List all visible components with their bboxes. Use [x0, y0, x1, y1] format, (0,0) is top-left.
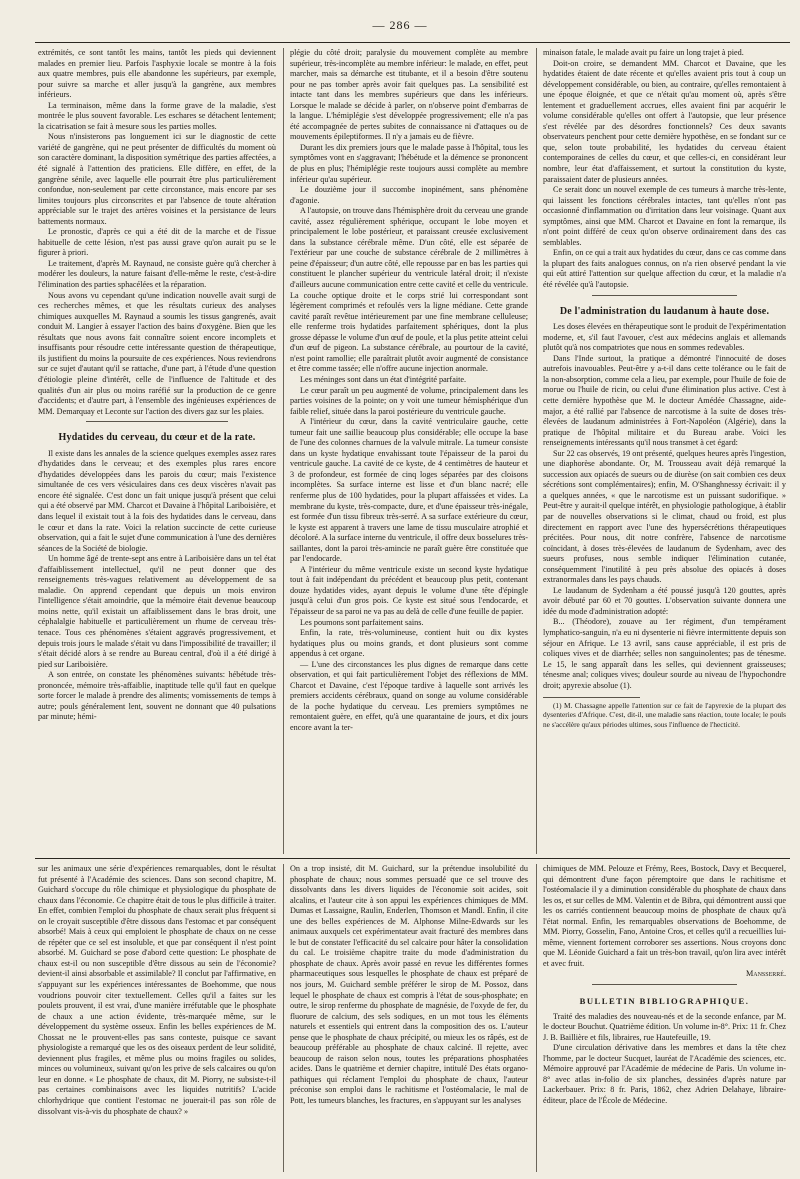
paragraph: A l'intérieur du même ventricule existe un second kyste hydatique tout à fait indépendant du précédent et beaucoup plus petit, contenant douze hydatides vides, ayant depuis le volume d'une tête d'épingle jusqu'à celui d'un gros pois. Ce kyste est situé sous l'endocarde, et l'épaisseur de sa paroi ne va pas au delà de celle d'une feuille de papier. — [290, 564, 528, 616]
paragraph: Nous avons vu cependant qu'une indication nouvelle avait surgi de ces recherches mêmes, et que les résultats curieux des analyses chimiques auxquelles M. Raynaud a soumis les tissus gangrenés, avait conduit M. Langier à essayer l'action des bains d'oxygène. Bien que les résultats que nous avons fait connaître soient encore incomplets et insuffisants pour résoudre cette intéressante question de thérapeutique, ils justifient du moins la poursuite de ces expériences. Nous reviendrons sur ce sujet d'autant qu'il se rattache, d'une part, à l'étude d'une question d'étiologie pleine d'intérêt, celle de l'influence de l'altitude et des qualités d'un air plus ou moins raréfié sur la production de ce genre d'accidents; et d'autre part, à l'ensemble des ingénieuses expériences de MM. Demarquay et Leconte sur l'action des divers gaz sur les plaies. — [38, 290, 276, 416]
paragraph: Il existe dans les annales de la science quelques exemples assez rares d'hydatides dans le cerveau; et des exemples plus rares encore d'hydatides développées dans les parois du cœur; mais l'existence simultanée de ces vers vésiculaires dans ces deux viscères n'avait pas encore été signalée. C'est donc un fait unique jusqu'à présent que celui qui a été observé par MM. Charcot et Davaine à l'hôpital Lariboisière, et dans lequel il existait tout à la fois des hydatides dans le cerveau, dans le cœur et dans la rate. Voici la relation succincte de cette curieuse observation, qui a fait le sujet d'une communication à l'une des dernières séances de la Société de biologie. — [38, 448, 276, 553]
paragraph: Le traitement, d'après M. Raynaud, ne consiste guère qu'à chercher à modérer les douleurs, la nature faisant d'elle-même le reste, c'est-à-dire l'élimination des parties sphacélées et la réparation. — [38, 258, 276, 290]
bibliography-entry: Traité des maladies des nouveau-nés et de la seconde enfance, par M. le docteur Bouchut. Quatrième édition. Un volume in-8°. Prix: 11 fr. Chez J. B. Baillière et fils, libraires, rue Hautefeuille, 19. — [543, 1011, 786, 1042]
paragraph: minaison fatale, le malade avait pu faire un long trajet à pied. — [543, 48, 744, 57]
bibliography-entry: D'une circulation dérivative dans les membres et dans la tête chez l'homme, par le docteur Sucquet, lauréat de l'Académie des sciences, etc. Mémoire approuvé par l'Académie de médecine de Paris. Un volume in-8° avec atlas in-folio de six planches, dessinées d'après nature par Lackerbauer. Prix: 8 fr. Paris, 1862, chez Adrien Delahaye, libraire-éditeur, place de l'École de Médecine. — [543, 1043, 786, 1105]
paragraph: A l'intérieur du cœur, dans la cavité ventriculaire gauche, cette tumeur fait une saillie beaucoup plus considérable; elle occupe la base de l'une des colonnes charnues de la valvule mitrale. La tumeur consiste dans un kyste hydatique envahissant toute l'épaisseur de la paroi du ventricule gauche. La cavité de ce kyste, de 4 centimètres de hauteur et 3 de profondeur, est formée de cinq loges séparées par des cloisons incomplètes. Sa surface interne est lisse et d'un blanc nacré; elle renferme plus de 100 hydatides, pour la plupart affaissées et vides. La membrane du kyste, très-compacte, dure, et d'une épaisseur très-inégale, est formée d'un tissu fibreux très-serré. A sa surface extérieure du cœur, le kyste est apparent à travers une lame de tissu musculaire atrophié et décoloré. A la surface interne du ventricule, il offre deux bosselures très-saillantes, dont la paroi très-amincie ne paraît guère être constituée que par l'endocarde. — [290, 417, 528, 564]
paragraph: Le cœur paraît un peu augmenté de volume, principalement dans les parties voisines de la pointe; on y voit une tumeur hémisphérique d'un faible relief, située dans la paroi postérieure du ventricule gauche. — [290, 385, 528, 416]
paragraph: — L'une des circonstances les plus dignes de remarque dans cette observation, et qui fait particulièrement l'objet des réflexions de MM. Charcot et Davaine, c'est l'époque tardive à laquelle sont arrivés les premiers accidents cérébraux, quand on songe au volume considérable de la poche hydatique du cerveau. Les premiers symptômes ne remontaient guère, en effet, qu'à une quarantaine de jours, et dix jours encore avant la ter- — [290, 659, 528, 732]
paragraph: Le douzième jour il succombe inopinément, sans phénomène d'agonie. — [290, 185, 528, 205]
bulletin-title: BULLETIN BIBLIOGRAPHIQUE. — [579, 996, 750, 1007]
paragraph: chimiques de MM. Pelouze et Frémy, Rees, Bostock, Davy et Becquerel, qui démontrent d'une façon péremptoire que dans le rachitisme et l'ostéomalacie il y a diminution considérable du phosphate de chaux dans les os, et sur celles de MM. Valentin et de Bibra, qui démontrent aussi que les os carriés contiennent beaucoup moins de phosphate de chaux qu'à l'état normal. Enfin, les remarquables observations de Boehomme, de MM. Piorry, Gosselin, Fano, Antoine Cros, et celles qu'il a recueillies lui-même, viennent fortement corroborer ses assertions. Nous croyons donc que M. Léonide Guichard a fait un très-bon travail, qu'on lira avec intérêt et avec fruit. — [543, 864, 786, 968]
paragraph: A l'autopsie, on trouve dans l'hémisphère droit du cerveau une grande cavité, assez régulièrement sphérique, occupant le lobe moyen et principalement le lobe postérieur, et paraissant creusée exclusivement dans la substance cérébrale même. D'un côté, elle est séparée de l'extérieur par une couche de substance cérébrale de 2 millimètres à peine d'épaisseur; d'un autre côté, elle repousse par en bas les parties qui constituent le plancher supérieur du ventricule latéral droit; il n'existe d'ailleurs aucune communication entre cette cavité et celle du ventricule. La couche optique droite et le corps strié lui correspondant sont légèrement comprimés et refoulés vers la ligne médiane. Cette grande cavité paraît revêtue intérieurement par une fine membrane celluleuse; elle renferme trois hydatides parfaitement sphériques, dont la plus grosse dépasse le volume d'un œuf de poule, et la plus petite atteint celui d'un œuf de pigeon. La substance cérébrale, au pourtour de la cavité, n'est point ramollie; elle paraîtrait plutôt avoir augmenté de consistance et être comme tassée; elle n'offre aucune injection anormale. — [290, 206, 528, 374]
paragraph: Ce serait donc un nouvel exemple de ces tumeurs à marche très-lente, qui laissent les fonctions cérébrales intactes, tant qu'elles n'ont pas occasionné d'inflammation ou d'irritation dans leur voisinage. Quant aux symptômes, ainsi que MM. Charcot et Davaine en font la remarque, ils n'ont point différé de ceux qu'on observe ordinairement dans des cas semblables. — [543, 185, 786, 247]
paragraph: Un homme âgé de trente-sept ans entre à Lariboisière dans un tel état d'affaiblissement intellectuel, qu'il ne peut donner que des renseignements très-vagues relativement au développement de sa maladie. On apprend cependant que depuis un mois environ l'intelligence s'était amoindrie, que la mémoire était devenue beaucoup moins nette, qu'il existait un affaiblissement dans le bras droit, une céphalalgie habituelle et particulièrement un rhume de cerveau très-tenace. Tous ces phénomènes s'étaient aggravés progressivement, et depuis trois jours le malade s'était vu dans l'impossibilité de travailler; il s'était décidé alors à se rendre au Bureau central, d'où il a été dirigé à pied sur Lariboisière. — [38, 554, 276, 669]
paragraph: Sur 22 cas observés, 19 ont présenté, quelques heures après l'ingestion, une diaphorèse abondante. Or, M. Trousseau avait déjà remarqué la succession aux opiacés de sueurs ou de diurèse (on sait combien ces deux sécrétions sont complémentaires); enfin, M. O'Shanghnessy écrivait: il y a quelques années, « que le narcotisme est un puissant sudorifique. » Peut-être y aurait-il quelque intérêt, en physiologie pathologique, à établir par de nouvelles observations si le climat, chaud ou froid, est plus directement en rapport avec l'une des hypersécrétions thérapeutiques précitées. Pour nous, dit notre confrère, l'absence de narcotisme coïncidant, à doses très-élevées de laudanum de Sydenham, avec des sueurs profuses, nous semble indiquer l'élimination cutanée, conséquemment l'inutilité à peu près absolue des opiacés à doses extranormales dans les pays chauds. — [543, 448, 786, 585]
paragraph: B... (Théodore), zouave au 1er régiment, d'un tempérament lymphatico-sanguin, n'a eu ni dysenterie ni fièvre intermittente depuis son séjour en Afrique. Le 13 avril, sans cause appréciable, il est pris de coliques vives et de diarrhée; selles non sanguinolentes; pas de ténesme. Le 15, le sang apparaît dans les selles, qui deviennent graisseuses; ténesme anal; coliques vives; douleur sourde au niveau de l'hypochondre droit; apyrexie absolue (1). — [543, 617, 786, 690]
section-divider — [592, 984, 738, 990]
paragraph: Nous n'insisterons pas longuement ici sur le diagnostic de cette variété de gangrène, qui ne peut présenter de difficultés du moment où son caractère dominant, la disposition symétrique des parties affectées, a été signalé à l'attention des praticiens. Elle diffère, en effet, de la gangrène sénile, avec laquelle elle pourrait être plus particulièrement confondue, non-seulement par cette circonstance, mais encore par ses limites toujours plus circonscrites et par l'absence de toute altération appréciable sur le trajet des artères voisines et la persistance de leurs battements normaux. — [38, 132, 276, 226]
section-rule — [35, 858, 790, 859]
paragraph: On a trop insisté, dit M. Guichard, sur la prétendue insolubilité du phosphate de chaux; nous sommes persuadé que ce sel trouve des dissolvants dans les divers liquides de l'économie soit acides, soit alcalins, et l'auteur cite à son appui les expériences chimiques de MM. Dumas et Lassaigne, Raulin, Enderlen, Thomson et Mandl. Enfin, il cite une des belles expériences de M. Alphonse Milne-Edwards sur les animaux auxquels cet expérimentateur avait fracturé des membres dans le but de constater l'efficacité du sel calcaire pour hâter la consolidation du cal. Le troisième chapitre traite du mode d'administration du phosphate de chaux. Après avoir passé en revue les différentes formes pharmaceutiques sous lesquelles le phosphate de chaux est préparé de nos jours, M. Guichard semble préférer le sirop de M. Possoz, dans lequel le phosphate de chaux est compris à l'état de sous-phosphate; en outre, le sirop renferme du phosphate de magnésie, de l'oxyde de fer, du fluorure de calcium, des sels sodiques, en un mot tous les éléments naturels et essentiels qui entrent dans la composition des os. L'auteur pense que le phosphate de chaux précipité, ou mieux les os râpés, est de beaucoup préférable au phosphate de chaux calciné. Il rejette, avec beaucoup de raison selon nous, toutes les préparations phosphatées acides. Dans le quatrième et dernier chapitre, intitulé Des états organo-pathiques qui réclament l'emploi du phosphate de chaux, l'auteur préconise son emploi dans le rachitisme et l'ostéomalacie, le mal de Pott, les tumeurs blanches, les fractures, en s'appuyant sur les analyses — [290, 864, 528, 1106]
column-2 — [290, 48, 528, 853]
paragraph: plégie du côté droit; paralysie du mouvement complète au membre supérieur, très-incomplète au membre inférieur: le malade, en effet, peut marcher, mais sa démarche est titubante, et il a besoin d'être soutenu pour ne pas tomber après avoir fait quelques pas. La sensibilité est intacte tant dans les membres supérieurs que dans les inférieurs. Lorsque le malade se décide à parler, on n'observe point d'embarras de la langue. L'hémiplégie s'est développée progressivement; elle n'a pas été accompagnée de pertes subites de connaissance ni d'attaques ou de mouvements épileptiformes. Il n'y a jamais eu de fièvre. — [290, 48, 528, 142]
column-1 — [38, 48, 276, 853]
paragraph: Les poumons sont parfaitement sains. — [300, 617, 424, 627]
bottom-column-2 — [290, 864, 528, 1174]
page-number: — 286 — — [372, 18, 428, 32]
paragraph: Enfin, la rate, très-volumineuse, contient huit ou dix kystes hydatiques plus ou moins grands, et dont plusieurs sont comme appendus à cet organe. — [290, 628, 528, 659]
paragraph: Les doses élevées en thérapeutique sont le produit de l'expérimentation moderne, et, s'il faut l'avouer, c'est aux médecins anglais et allemands plutôt qu'à nos compatriotes que nous en sommes redevables. — [543, 322, 786, 353]
column-separator — [536, 48, 537, 854]
footnote: (1) M. Chassagne appelle l'attention sur ce fait de l'apyrexie de la plupart des dysenteries d'Afrique. C'est, dit-il, une maladie sans réaction, toute locale; le pouls ne s'accélère qu'aux périodes ultimes, sous l'influence de l'hecticité. — [543, 701, 786, 729]
header-rule — [35, 42, 790, 43]
paragraph: La terminaison, même dans la forme grave de la maladie, s'est montrée le plus souvent favorable. Les eschares se détachent lentement; la cicatrisation se fait à mesure sous les parties molles. — [38, 100, 276, 131]
paragraph: Le laudanum de Sydenham a été poussé jusqu'à 120 gouttes, après avoir débuté par 60 et 70 gouttes. L'observation suivante donnera une idée du mode d'administration adopté: — [543, 585, 786, 616]
paragraph: sur les animaux une série d'expériences remarquables, dont le résultat fut présenté à l'Académie des sciences. Dans son second chapitre, M. Guichard s'occupe du rôle chimique et physiologique du phosphate de chaux dans l'économie. Ce chapitre était de tous le plus difficile à traiter. En effet, combien l'emploi du phosphate de chaux serait plus fréquent si on le croyait susceptible d'être dissous dans l'estomac et par conséquent absorbé! Mais à ceux qui emploient le phosphate de chaux on ne cesse de répéter que ce sel est insoluble, et que par conséquent il n'est point absorbé. M. Guichard se pose d'abord cette question: Le phosphate de chaux est-il ou non susceptible d'être dissous au sein de l'économie? devient-il ainsi absorbable et assimilable? Il conclut par l'affirmative, en s'appuyant sur les expériences intéressantes de Boehomme, que nous voudrions pouvoir citer textuellement. Celles qu'il a faites sur les poulets prouvent, il est vrai, d'une manière irréfutable que le phosphate de chaux a une action évidente, très-marquée même, sur le développement du système osseux. Enfin les belles expériences de M. Chossat ne le prouvent-elles pas sans conteste, puisque ce savant physiologiste a remarqué que les os des oiseaux perdent de leur solidité, deviennent plus fragiles, et même plus ou moins fragiles ou solides, minces ou volumineux, suivant qu'on les prive de sels calcaires ou qu'on leur en donne. « Le phosphate de chaux, dit M. Piorry, ne subsiste-t-il pas certaines combinaisons avec les liquides nutritifs? L'acide chlorhydrique que contient l'estomac ne jouerait-il pas son rôle de dissolvant vis-à-vis du phosphate de chaux? » — [38, 864, 276, 1116]
column-separator — [283, 48, 284, 854]
paragraph: extrémités, ce sont tantôt les mains, tantôt les pieds qui deviennent malades en premier lieu. Parfois l'asphyxie locale se montre à la fois aux quatre membres, puis elle abandonne les supérieurs, par exemple, pour suivre sa marche et aller jusqu'à la gangrène, aux membres inférieurs. — [38, 48, 276, 100]
author-signature: Mansserré. — [745, 969, 786, 979]
column-separator — [283, 864, 284, 1172]
section-divider — [592, 295, 738, 301]
paragraph: Doit-on croire, se demandent MM. Charcot et Davaine, que les hydatides étaient de date récente et qu'elles avaient pris tout à coup un développement considérable, ou bien, au contraire, qu'elles remontaient à une époque éloignée, et que ce n'était qu'au moment où, après s'être lentement et graduellement accrues, elles avaient fini par acquérir le volume considérable qu'elles ont offert à l'autopsie, que leur présence s'est révélée par des désordres fonctionnels? Ces deux savants observateurs penchent pour cette dernière hypothèse, en se fondant sur ce que, selon toute probabilité, les hydatides du cerveau étaient contemporaines de celles du cœur, et que celles-ci, en considérant leur nombre, leur état d'affaissement, et surtout la constitution du kyste, paraissaient dater de plusieurs années. — [543, 58, 786, 184]
bottom-column-1 — [38, 864, 276, 1174]
column-3 — [543, 48, 786, 853]
paragraph: Dans l'Inde surtout, la pratique a démontré l'innocuité de doses autrefois inavouables. Peut-être y a-t-il dans cette tolérance ou le fait de la non-absorption, comme cela a lieu, par exemple, pour l'huile de foie de morue ou l'huile de ricin, ou celui d'une élimination plus active. C'est à cette dernière hypothèse que M. le docteur Amédée Chassagne, aide-major, a été rallié par l'absence de narcotisme à la suite de doses très-élevées de laudanum administrées à Fort-Napoléon (Algérie), dans la pratique de l'hôpital militaire et du Bureau arabe. Voici les renseignements intéressants qu'il nous transmet à cet égard: — [543, 353, 786, 448]
section-heading: Hydatides du cerveau, du cœur et de la rate. — [58, 432, 256, 444]
paragraph: Le pronostic, d'après ce qui a été dit de la marche et de l'issue habituelle de cette lésion, n'est pas aussi grave qu'on aurait pu se le figurer à priori. — [38, 227, 276, 258]
paragraph: A son entrée, on constate les phénomènes suivants: hébétude très-prononcée, mémoire très-affaiblie, inaptitude telle qu'il faut en quelque sorte forcer le malade à prendre des aliments; vomissements de temps à autre; pouls généralement lent, souvent ne donnant que 40 pulsations par minute; hémi- — [38, 670, 276, 722]
paragraph: Les méninges sont dans un état d'intégrité parfaite. — [300, 374, 467, 384]
section-divider — [86, 421, 229, 427]
paragraph: Enfin, on ce qui a trait aux hydatides du cœur, dans ce cas comme dans la plupart des faits analogues connus, on n'a rien observé pendant la vie qui eût attiré l'attention sur quelque affection du cœur, et la maladie n'a été révélée qu'à l'autopsie. — [543, 248, 786, 290]
column-separator — [536, 864, 537, 1172]
footnote-rule — [543, 697, 640, 698]
paragraph: Durant les dix premiers jours que le malade passe à l'hôpital, tous les symptômes vont en s'aggravant; l'hébétude et la démence se prononcent de plus en plus; l'hémiplégie reste toujours aussi complète au membre inférieur qu'au supérieur. — [290, 142, 528, 184]
bottom-column-3 — [543, 864, 786, 1174]
section-heading: De l'administration du laudanum à haute dose. — [559, 305, 770, 317]
